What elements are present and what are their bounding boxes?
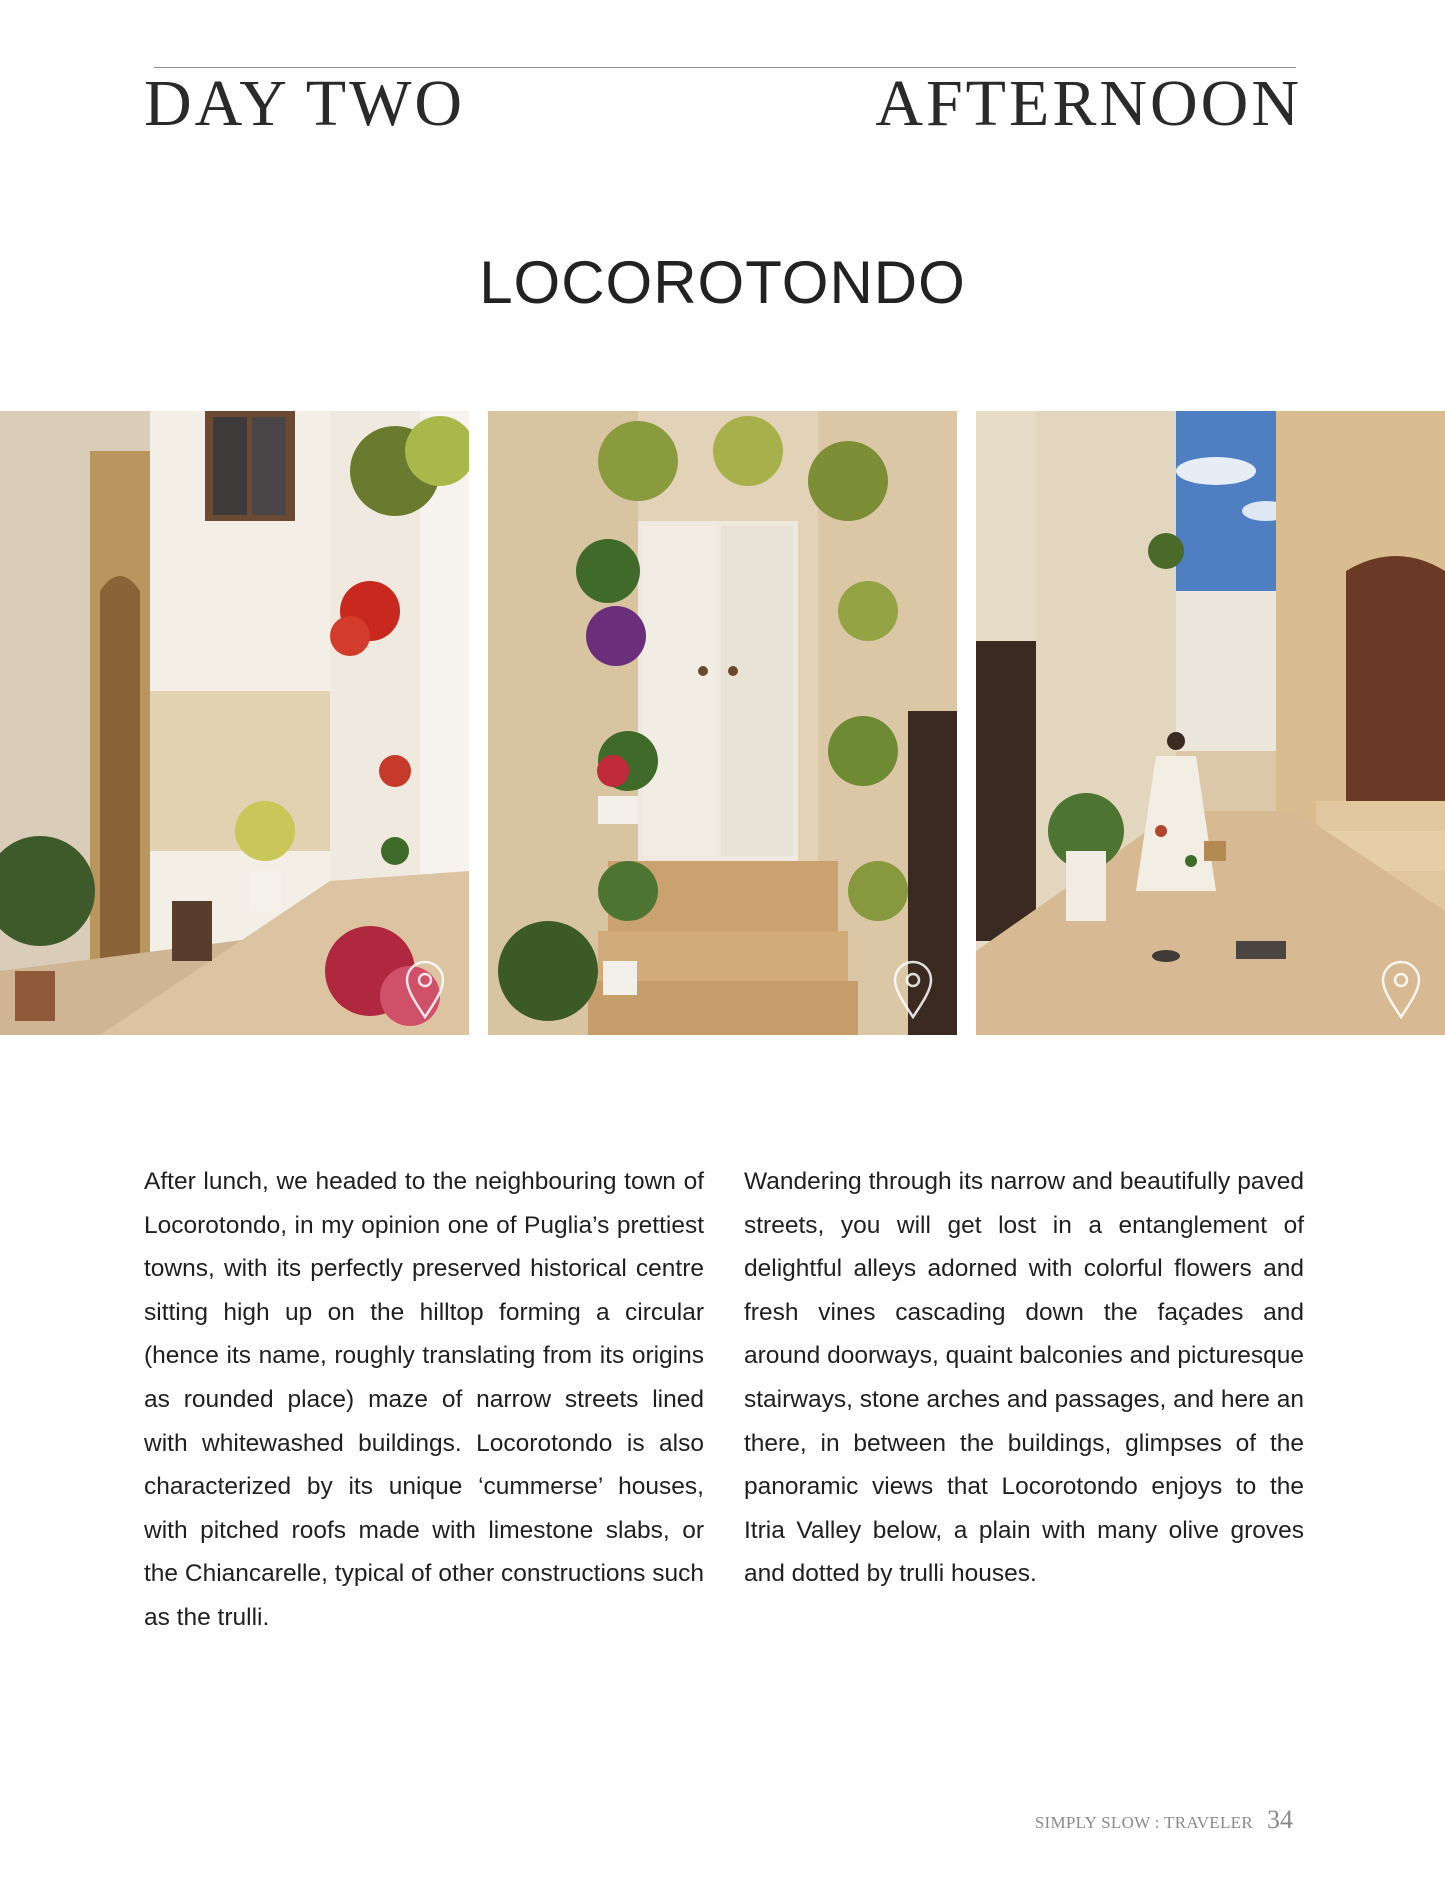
photo-alley-walker bbox=[976, 411, 1445, 1035]
day-heading: DAY TWO bbox=[144, 67, 466, 140]
photo-door-vines bbox=[488, 411, 957, 1035]
photo-alley-flowers bbox=[0, 411, 469, 1035]
page-title: LOCOROTONDO bbox=[479, 249, 966, 316]
location-pin-icon bbox=[403, 959, 447, 1021]
location-pin-icon bbox=[1379, 959, 1423, 1021]
body-text-column-2: Wandering through its narrow and beautifully paved streets, you will get lost in a entanglement of delightful alleys adorned with colorful flowers and fresh vines cascading down the façades and around doorways, quaint balconies and picturesque stairways, stone arches and passages, and here an there, in between the buildings, glimpses of the panoramic views that Locorotondo enjoys to the Itria Valley below, a plain with many olive groves and dotted by trulli houses. bbox=[744, 1168, 1304, 1588]
body-text-column-1: After lunch, we headed to the neighbouring town of Locorotondo, in my opinion one of Puglia’s prettiest towns, with its perfectly preserved historical centre sitting high up on the hilltop forming a circular (hence its name, roughly translating from its origins as rounded place) maze of narrow streets lined with whitewashed buildings. Locorotondo is also characterized by its unique ‘cummerse’ houses, with pitched roofs made with limestone slabs, or the Chiancarelle, typical of other constructions such as the trulli. bbox=[144, 1168, 704, 1631]
publication-name: SIMPLY SLOW : TRAVELER bbox=[1034, 1813, 1253, 1832]
time-of-day-heading: AFTERNOON bbox=[875, 67, 1302, 140]
location-pin-icon bbox=[891, 959, 935, 1021]
page-number: 34 bbox=[1267, 1805, 1293, 1834]
page-footer bbox=[1035, 1805, 1293, 1835]
